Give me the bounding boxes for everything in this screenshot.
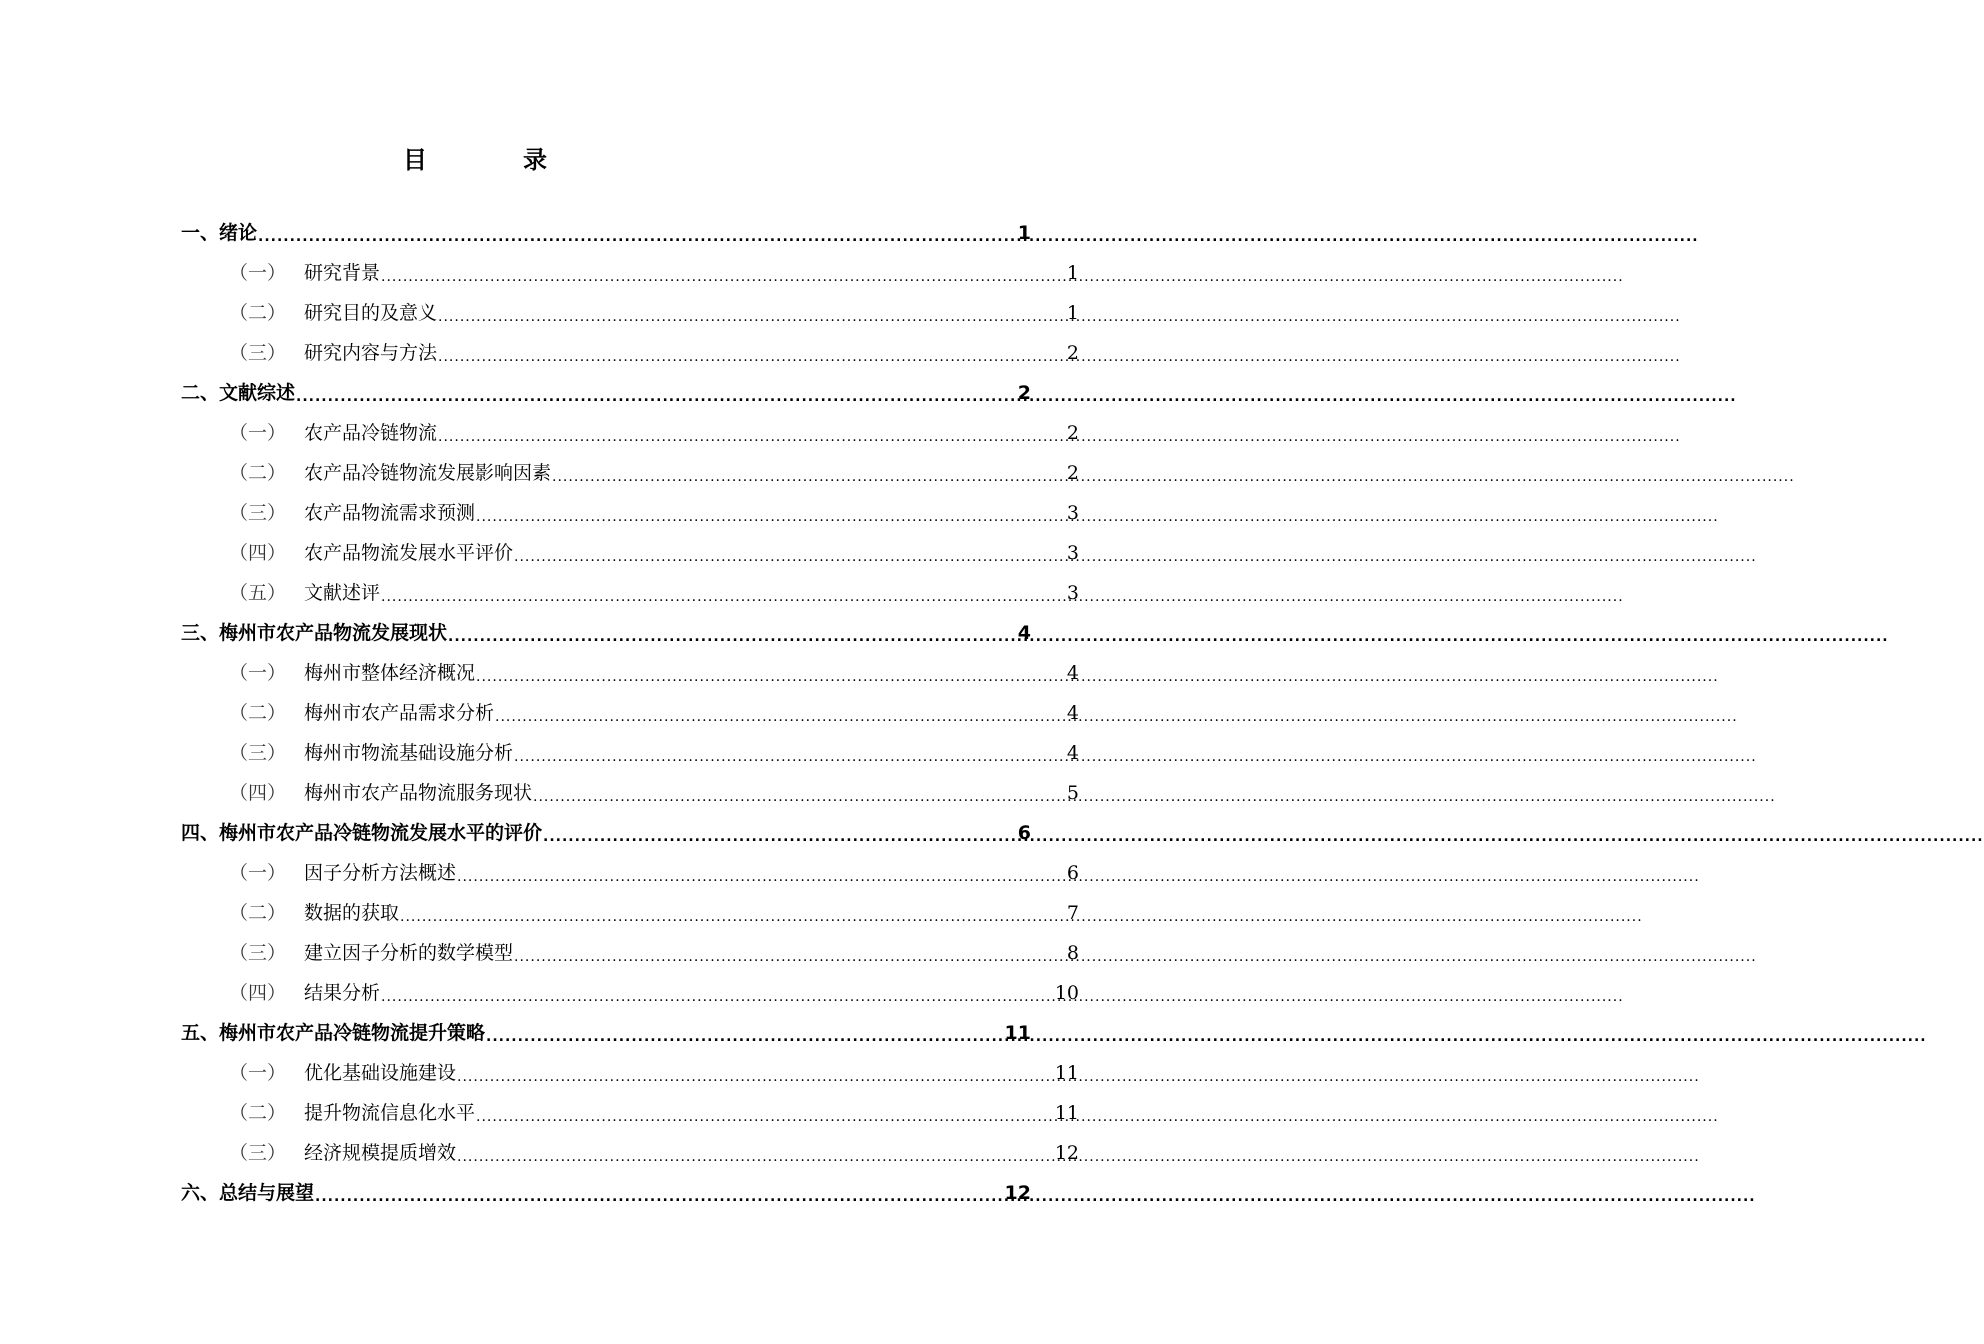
toc-section-entry[interactable] [0, 853, 1079, 893]
toc-section-entry[interactable] [0, 573, 1079, 613]
toc-page-number: 4 [1066, 662, 1079, 684]
toc-dot-leader [476, 1093, 1054, 1133]
toc-page-number: 11 [1054, 1062, 1079, 1084]
toc-page-number: 1 [1066, 302, 1079, 324]
toc-page-number: 7 [1066, 902, 1079, 924]
toc-entry-label: 研究内容与方法 [304, 342, 438, 364]
toc-entry-number: （三） [229, 742, 287, 764]
toc-page-number: 5 [1066, 782, 1079, 804]
toc-entry-label: 梅州市物流基础设施分析 [304, 742, 514, 764]
toc-chapter-entry[interactable] [0, 1013, 1031, 1053]
toc-chapter-entry[interactable] [0, 373, 1031, 413]
toc-page-number: 1 [1066, 262, 1079, 284]
toc-entry-label: 优化基础设施建设 [304, 1062, 457, 1084]
toc-entry-label: 农产品冷链物流发展影响因素 [304, 462, 552, 484]
toc-page-number: 2 [1017, 382, 1031, 404]
toc-dot-leader [514, 733, 1066, 773]
toc-page-number: 3 [1066, 542, 1079, 564]
toc-chapter-entry[interactable] [0, 613, 1031, 653]
toc-dot-leader [476, 493, 1066, 533]
toc-dot-leader [457, 853, 1066, 893]
toc-chapter-entry[interactable] [0, 1173, 1031, 1213]
toc-entry-label: 五、梅州市农产品冷链物流提升策略 [181, 1022, 486, 1044]
toc-entry-label: 建立因子分析的数学模型 [304, 942, 514, 964]
toc-section-entry[interactable] [0, 773, 1079, 813]
toc-entry-label: 梅州市农产品物流服务现状 [304, 782, 533, 804]
toc-dot-leader [296, 373, 1017, 413]
toc-page-number: 6 [1017, 822, 1031, 844]
toc-entry-number: （三） [229, 342, 287, 364]
toc-section-entry[interactable] [0, 733, 1079, 773]
toc-entry-label: 经济规模提质增效 [304, 1142, 457, 1164]
toc-dot-leader [543, 813, 1017, 853]
toc-entry-number: （一） [229, 1062, 287, 1084]
toc-entry-number: （四） [229, 982, 287, 1004]
toc-page-number: 3 [1066, 582, 1079, 604]
toc-entry-label: 梅州市整体经济概况 [304, 662, 476, 684]
toc-page-number: 4 [1017, 622, 1031, 644]
toc-entry-number: （二） [229, 1102, 287, 1124]
toc-entry-label: 因子分析方法概述 [304, 862, 457, 884]
toc-section-entry[interactable] [0, 653, 1079, 693]
toc-section-entry[interactable] [0, 1053, 1079, 1093]
table-of-contents [0, 213, 1079, 1213]
toc-dot-leader [400, 893, 1066, 933]
toc-entry-label: 研究背景 [304, 262, 381, 284]
toc-page-number: 4 [1066, 742, 1079, 764]
toc-entry-number: （二） [229, 702, 287, 724]
toc-dot-leader [381, 973, 1054, 1013]
toc-dot-leader [457, 1053, 1054, 1093]
toc-dot-leader [514, 533, 1066, 573]
toc-section-entry[interactable] [0, 693, 1079, 733]
toc-entry-number: （二） [229, 902, 287, 924]
toc-page-number: 12 [1054, 1142, 1079, 1164]
toc-section-entry[interactable] [0, 893, 1079, 933]
toc-dot-leader [495, 693, 1066, 733]
toc-entry-label: 研究目的及意义 [304, 302, 438, 324]
toc-dot-leader [486, 1013, 1004, 1053]
toc-entry-label: 二、文献综述 [181, 382, 296, 404]
toc-entry-number: （二） [229, 462, 287, 484]
toc-entry-number: （二） [229, 302, 287, 324]
toc-page-number: 12 [1004, 1182, 1031, 1204]
toc-entry-number: （四） [229, 782, 287, 804]
toc-page-number: 10 [1054, 982, 1079, 1004]
toc-entry-number: （一） [229, 662, 287, 684]
toc-page-number: 6 [1066, 862, 1079, 884]
toc-page-number: 11 [1004, 1022, 1031, 1044]
toc-entry-label: 一、绪论 [181, 222, 258, 244]
toc-dot-leader [315, 1173, 1004, 1213]
toc-dot-leader [448, 613, 1017, 653]
toc-section-entry[interactable] [0, 493, 1079, 533]
toc-page-number: 8 [1066, 942, 1079, 964]
toc-dot-leader [381, 573, 1066, 613]
toc-section-entry[interactable] [0, 1133, 1079, 1173]
toc-section-entry[interactable] [0, 933, 1079, 973]
toc-entry-label: 农产品冷链物流 [304, 422, 438, 444]
toc-entry-number: （一） [229, 262, 287, 284]
toc-entry-number: （四） [229, 542, 287, 564]
toc-section-entry[interactable] [0, 1093, 1079, 1133]
toc-section-entry[interactable] [0, 973, 1079, 1013]
toc-entry-label: 四、梅州市农产品冷链物流发展水平的评价 [181, 822, 543, 844]
toc-page-number: 2 [1066, 342, 1079, 364]
toc-dot-leader [438, 413, 1066, 453]
toc-dot-leader [381, 253, 1066, 293]
toc-chapter-entry[interactable] [0, 213, 1031, 253]
toc-dot-leader [457, 1133, 1054, 1173]
toc-dot-leader [438, 293, 1066, 333]
toc-section-entry[interactable] [0, 453, 1079, 493]
toc-entry-label: 文献述评 [304, 582, 381, 604]
toc-entry-number: （三） [229, 1142, 287, 1164]
toc-page-number: 11 [1054, 1102, 1079, 1124]
toc-section-entry[interactable] [0, 533, 1079, 573]
toc-entry-number: （五） [229, 582, 287, 604]
title-char-right: 录 [523, 146, 547, 174]
toc-section-entry[interactable] [0, 293, 1079, 333]
toc-entry-number: （三） [229, 942, 287, 964]
page-title [0, 140, 950, 180]
toc-page-number: 2 [1066, 462, 1079, 484]
toc-section-entry[interactable] [0, 253, 1079, 293]
toc-page-number: 4 [1066, 702, 1079, 724]
toc-dot-leader [514, 933, 1066, 973]
toc-chapter-entry[interactable] [0, 813, 1031, 853]
toc-page-number: 2 [1066, 422, 1079, 444]
toc-section-entry[interactable] [0, 413, 1079, 453]
title-char-left: 目 [403, 146, 427, 174]
toc-entry-label: 农产品物流需求预测 [304, 502, 476, 524]
toc-entry-number: （三） [229, 502, 287, 524]
toc-dot-leader [438, 333, 1066, 373]
toc-entry-label: 农产品物流发展水平评价 [304, 542, 514, 564]
toc-dot-leader [258, 213, 1017, 253]
toc-dot-leader [552, 453, 1066, 493]
toc-section-entry[interactable] [0, 333, 1079, 373]
toc-entry-label: 六、总结与展望 [181, 1182, 315, 1204]
toc-page-number: 3 [1066, 502, 1079, 524]
toc-dot-leader [476, 653, 1066, 693]
toc-entry-number: （一） [229, 862, 287, 884]
toc-page-number: 1 [1017, 222, 1031, 244]
toc-dot-leader [533, 773, 1066, 813]
toc-entry-label: 提升物流信息化水平 [304, 1102, 476, 1124]
toc-entry-label: 三、梅州市农产品物流发展现状 [181, 622, 448, 644]
toc-entry-label: 数据的获取 [304, 902, 400, 924]
toc-entry-number: （一） [229, 422, 287, 444]
toc-entry-label: 结果分析 [304, 982, 381, 1004]
toc-entry-label: 梅州市农产品需求分析 [304, 702, 495, 724]
